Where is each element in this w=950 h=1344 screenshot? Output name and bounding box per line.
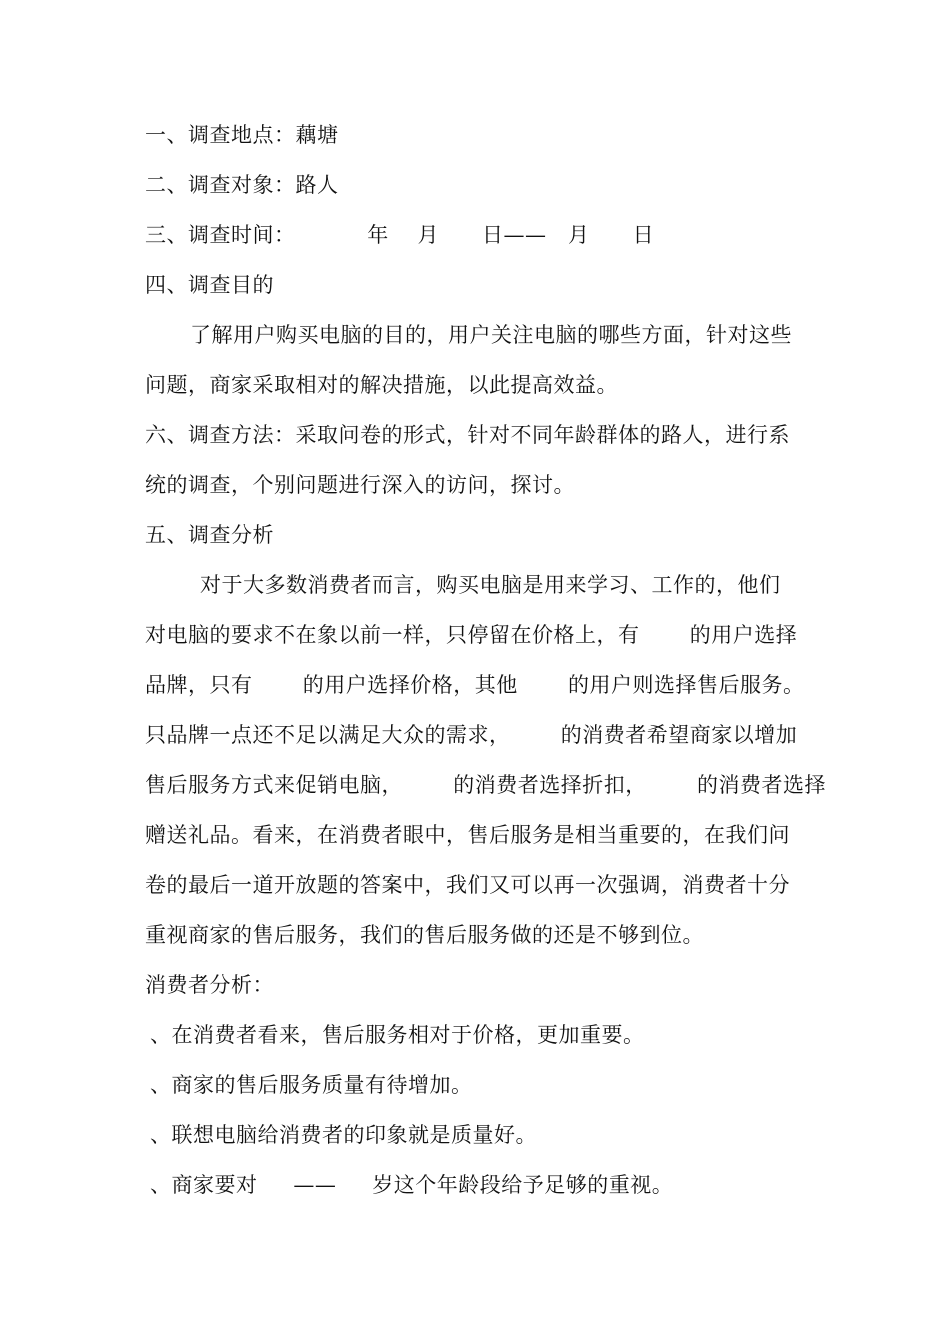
survey-method-line-1: 六、调查方法：采取问卷的形式，针对不同年龄群体的路人，进行系 [145, 423, 790, 447]
consumer-analysis-heading: 消费者分析： [145, 973, 274, 997]
analysis-paragraph-line-1: 对于大多数消费者而言，购买电脑是用来学习、工作的，他们 [200, 573, 781, 597]
analysis-paragraph-line-5: 售后服务方式来促销电脑， 的消费者选择折扣， 的消费者选择 [145, 773, 826, 797]
analysis-paragraph-line-4: 只品牌一点还不足以满足大众的需求， 的消费者希望商家以增加 [145, 723, 798, 747]
survey-target: 二、调查对象：路人 [145, 173, 339, 197]
purpose-paragraph-line-1: 了解用户购买电脑的目的，用户关注电脑的哪些方面，针对这些 [190, 323, 792, 347]
consumer-point-2: 、商家的售后服务质量有待增加。 [150, 1073, 473, 1097]
survey-analysis-heading: 五、调查分析 [145, 523, 274, 547]
analysis-paragraph-line-7: 卷的最后一道开放题的答案中，我们又可以再一次强调，消费者十分 [145, 873, 790, 897]
analysis-paragraph-line-8: 重视商家的售后服务，我们的售后服务做的还是不够到位。 [145, 923, 704, 947]
survey-purpose-heading: 四、调查目的 [145, 273, 274, 297]
analysis-paragraph-line-6: 赠送礼品。看来，在消费者眼中，售后服务是相当重要的，在我们问 [145, 823, 790, 847]
analysis-paragraph-line-3: 品牌，只有 的用户选择价格，其他 的用户则选择售后服务。 [145, 673, 805, 697]
survey-time: 三、调查时间： 年 月 日—— 月 日 [145, 223, 655, 247]
consumer-point-4: 、商家要对 —— 岁这个年龄段给予足够的重视。 [150, 1173, 674, 1197]
consumer-point-1: 、在消费者看来，售后服务相对于价格，更加重要。 [150, 1023, 645, 1047]
purpose-paragraph-line-2: 问题，商家采取相对的解决措施，以此提高效益。 [145, 373, 618, 397]
survey-method-line-2: 统的调查，个别问题进行深入的访问，探讨。 [145, 473, 575, 497]
survey-location: 一、调查地点：藕塘 [145, 123, 339, 147]
analysis-paragraph-line-2: 对电脑的要求不在象以前一样，只停留在价格上，有 的用户选择 [145, 623, 798, 647]
consumer-point-3: 、联想电脑给消费者的印象就是质量好。 [150, 1123, 537, 1147]
